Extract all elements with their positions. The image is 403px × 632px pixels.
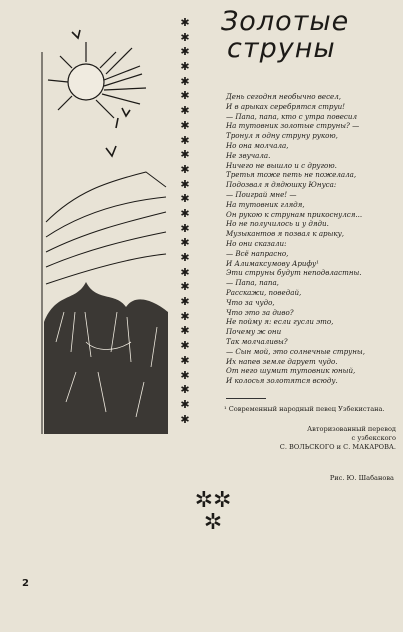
poem-line: Что за чудо, bbox=[226, 297, 275, 307]
sun-and-field-illustration bbox=[36, 22, 178, 434]
page-number: 2 bbox=[22, 578, 29, 589]
poem-line: От него шумит тутовник юный, bbox=[226, 366, 356, 376]
flower-ornament-icon: ✲✲ ✲ bbox=[194, 488, 232, 535]
credit-line: с узбекского bbox=[351, 433, 396, 442]
star-icon: ✱ bbox=[180, 221, 190, 235]
poem-title bbox=[221, 8, 401, 62]
poem-text bbox=[226, 92, 402, 386]
star-icon: ✱ bbox=[180, 280, 190, 294]
translation-credit bbox=[236, 425, 396, 451]
poem-line: И Алимаксумову Арифу¹ bbox=[226, 258, 319, 268]
star-icon: ✱ bbox=[180, 104, 190, 118]
star-icon: ✱ bbox=[180, 324, 190, 338]
star-icon: ✱ bbox=[180, 16, 190, 29]
poem-line: — Сын мой, это солнечные струны, bbox=[226, 346, 365, 356]
star-icon: ✱ bbox=[180, 60, 190, 74]
poem-line: Подозвал я дядюшку Юнуса: bbox=[226, 180, 337, 190]
poem-line: И колосья золотятся всюду. bbox=[226, 376, 338, 386]
poem-line: Но не получилось и у дяди. bbox=[226, 219, 329, 229]
poem-line: День сегодня необычно весел, bbox=[226, 92, 342, 101]
poem-line: Что это за диво? bbox=[226, 307, 294, 317]
poem-line: Музыкантов я позвал к арыку, bbox=[226, 229, 344, 239]
footnote-rule bbox=[226, 398, 266, 399]
poem-line: И в арыках серебрятся струи! bbox=[226, 101, 345, 111]
poem-line: — Всё напрасно, bbox=[226, 248, 289, 258]
star-icon: ✱ bbox=[180, 397, 190, 411]
star-icon: ✱ bbox=[180, 295, 190, 309]
star-icon: ✱ bbox=[180, 339, 190, 353]
poem-line: Почему ж они bbox=[226, 327, 282, 337]
poem-line: Но они сказали: bbox=[226, 238, 287, 248]
star-icon: ✱ bbox=[180, 368, 190, 382]
poem-line: Он рукою к струнам прикоснулся... bbox=[226, 209, 363, 219]
poem-line: Не звучала. bbox=[226, 150, 271, 160]
poem-line: Третья тоже петь не пожелала, bbox=[226, 170, 357, 180]
star-icon: ✱ bbox=[180, 236, 190, 250]
star-icon: ✱ bbox=[180, 383, 190, 397]
star-icon: ✱ bbox=[180, 30, 190, 44]
star-icon: ✱ bbox=[180, 148, 190, 162]
credit-line: Авторизованный перевод bbox=[307, 425, 396, 433]
star-icon: ✱ bbox=[180, 177, 190, 191]
star-column bbox=[178, 16, 192, 427]
poem-line: — Папа, папа, кто с утра повесил bbox=[226, 111, 357, 121]
star-icon: ✱ bbox=[180, 251, 190, 264]
poem-line: Не пойму я: если гусли это, bbox=[226, 317, 334, 327]
poem-line: — Папа, папа, bbox=[226, 278, 279, 288]
credit-line: С. ВОЛЬСКОГО и С. МАКАРОВА. bbox=[279, 442, 396, 451]
star-icon: ✱ bbox=[180, 192, 190, 206]
poem-line: На тутовник глядя, bbox=[226, 199, 305, 209]
poem-line: Их напев земле дарует чудо. bbox=[226, 356, 338, 366]
star-icon: ✱ bbox=[180, 89, 190, 103]
star-icon: ✱ bbox=[180, 265, 190, 279]
poem-line: Так молчаливы? bbox=[226, 336, 288, 346]
star-icon: ✱ bbox=[180, 412, 190, 426]
poem-title-line2: струны bbox=[227, 33, 336, 64]
star-icon: ✱ bbox=[180, 74, 190, 88]
star-icon: ✱ bbox=[180, 309, 190, 323]
poem-line: На тутовник золотые струны? — bbox=[226, 121, 360, 131]
poem-line: Но она молчала, bbox=[226, 140, 289, 150]
star-icon: ✱ bbox=[180, 133, 190, 147]
star-icon: ✱ bbox=[180, 206, 190, 220]
star-icon: ✱ bbox=[180, 162, 190, 176]
illustration-credit: Рис. Ю. Шабанова bbox=[329, 474, 394, 482]
poem-line: Ничего не вышло и с другою. bbox=[226, 160, 337, 170]
star-icon: ✱ bbox=[180, 118, 190, 132]
star-icon: ✱ bbox=[180, 353, 190, 367]
poem-line: Тронул я одну струну рукою, bbox=[226, 131, 338, 141]
poem-title-line1: Золотые bbox=[221, 6, 350, 37]
footnote: ¹ Современный народный певец Узбекистана. bbox=[224, 405, 385, 413]
poem-line: Расскажи, поведай, bbox=[226, 287, 302, 297]
star-icon: ✱ bbox=[180, 45, 190, 59]
poem-line: Эти струны будут неподвластны. bbox=[226, 268, 362, 278]
poem-line: — Поиграй мне! — bbox=[226, 189, 297, 199]
